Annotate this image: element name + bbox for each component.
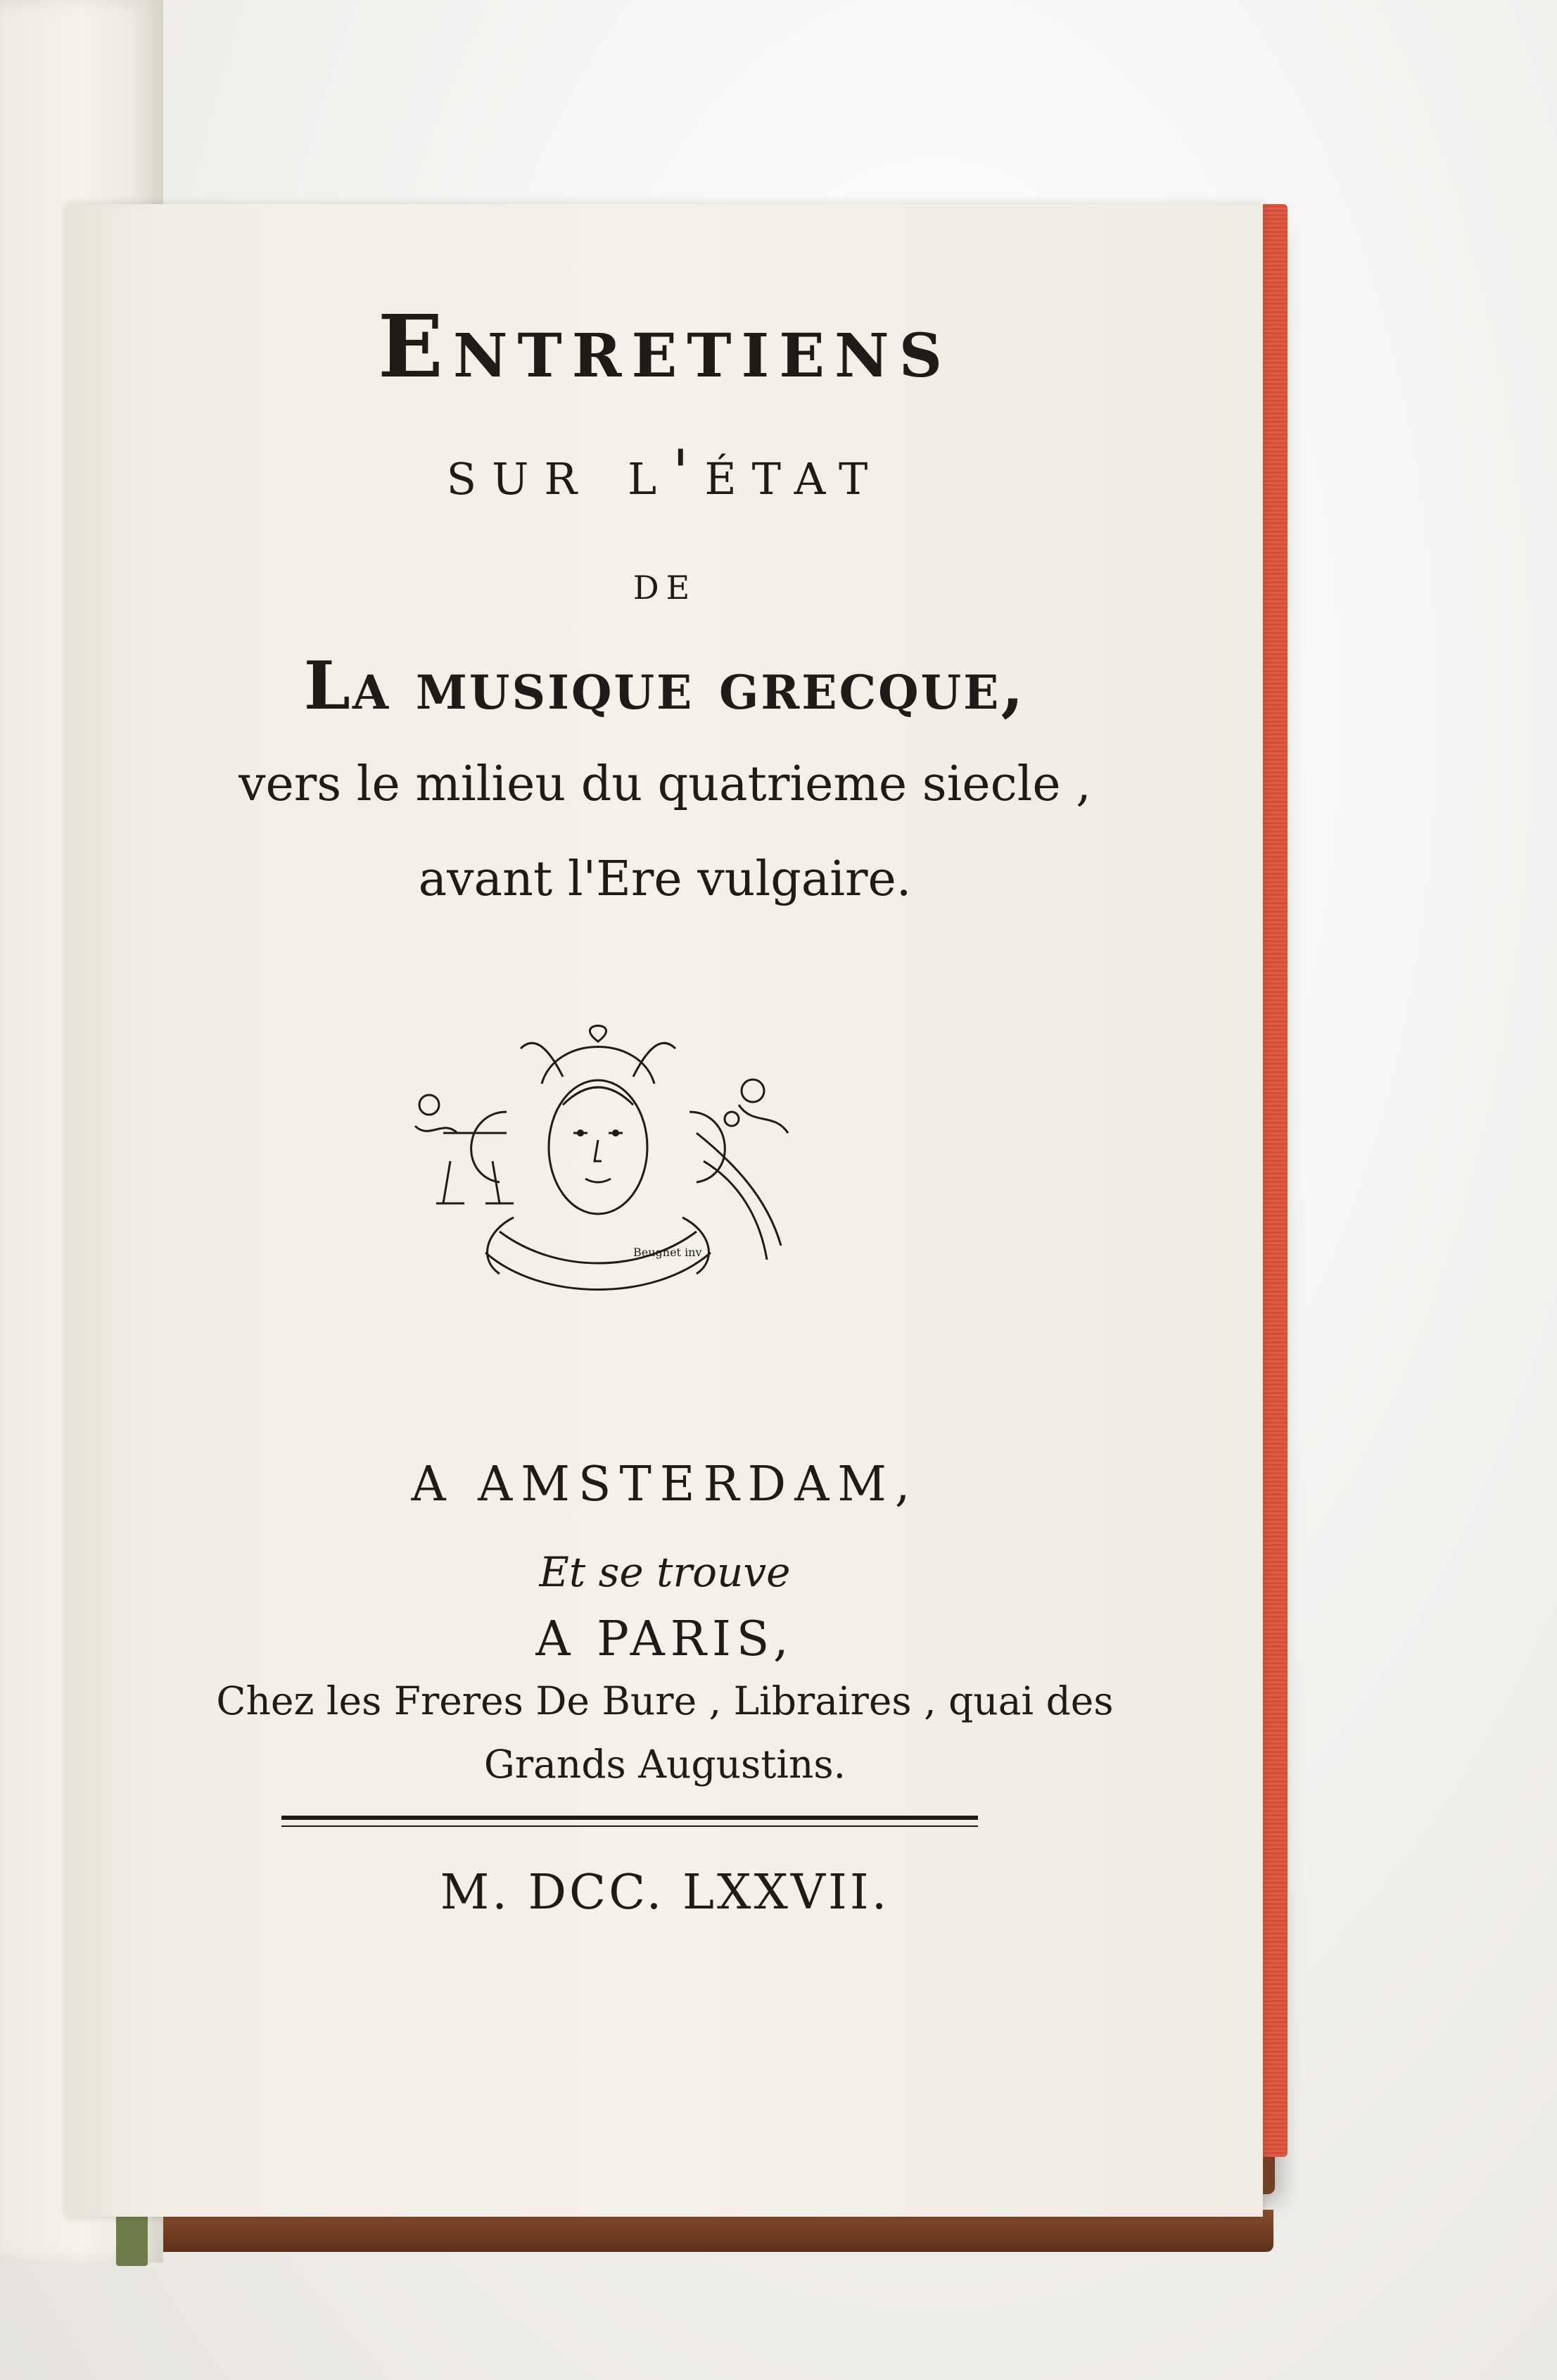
vignette-signature: Beugnet inv <box>633 1246 702 1259</box>
publisher-line1: Chez les Freres De Bure , Libraires , quai des <box>216 1678 1114 1723</box>
double-rule-thick <box>281 1816 978 1820</box>
publisher-line2: Grands Augustins. <box>483 1742 846 1787</box>
subtitle-line2: avant l'Ere vulgaire. <box>418 852 912 907</box>
imprint-et-se-trouve: Et se trouve <box>539 1548 791 1596</box>
title-de: de <box>633 556 697 610</box>
imprint-amsterdam: A AMSTERDAM, <box>411 1457 919 1512</box>
title-main: Entretiens <box>377 296 953 397</box>
title-sub: sur l'état <box>446 436 884 509</box>
red-page-edge <box>1259 204 1288 2157</box>
subtitle-line1: vers le milieu du quatrieme siecle , <box>239 757 1091 812</box>
minerva-vignette <box>401 1020 795 1316</box>
title-music: La musique grecque, <box>303 647 1027 725</box>
imprint-paris: A PARIS, <box>535 1612 794 1667</box>
double-rule-thin <box>281 1825 978 1827</box>
publication-date: M. DCC. LXXVII. <box>440 1865 890 1920</box>
